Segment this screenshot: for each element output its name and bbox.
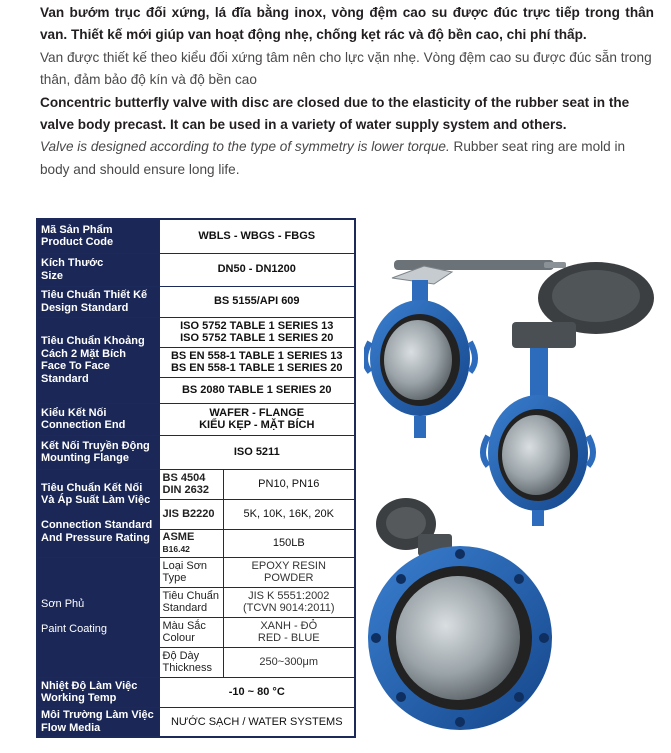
value-f2f-bsen: BS EN 558-1 TABLE 1 SERIES 13 BS EN 558-1 TABLE 1 SERIES 20 xyxy=(159,347,355,377)
paint-color-label: Màu Sắc Colour xyxy=(159,617,223,647)
gear-bottom-neck xyxy=(532,510,544,526)
label-face-to-face: Tiêu Chuẩn Khoảng Cách 2 Mặt Bích Face To Face Standard xyxy=(37,317,159,403)
value-mounting: ISO 5211 xyxy=(159,435,355,469)
gear-lug-left xyxy=(483,436,488,466)
en-light-sentence: Rubber seat ring are mold in body and should ensure long life. xyxy=(40,139,626,177)
gear-valve xyxy=(483,262,654,526)
label-temp: Nhiệt Độ Làm Việc Working Temp xyxy=(37,677,159,707)
value-paint-thickness: 250~300μm xyxy=(223,647,355,677)
row-media xyxy=(37,707,355,737)
intro-text xyxy=(40,2,654,181)
flange-disc xyxy=(396,576,520,700)
label-paint: Sơn Phủ Paint Coating xyxy=(37,557,159,677)
value-f2f-iso: ISO 5752 TABLE 1 SERIES 13 ISO 5752 TABLE 1 SERIES 20 xyxy=(159,317,355,347)
gear-neck xyxy=(530,348,548,398)
value-pn: PN10, PN16 xyxy=(223,469,355,499)
value-size: DN50 - DN1200 xyxy=(159,253,355,286)
lever-lug-left xyxy=(365,342,370,372)
value-connection-end: WAFER - FLANGE KIỂU KẸP - MẶT BÍCH xyxy=(159,403,355,435)
gear-disc xyxy=(502,415,570,495)
label-product-code: Mã Sản Phẩm Product Code xyxy=(37,219,159,253)
lever-disc xyxy=(384,320,452,400)
paint-std-label: Tiêu Chuẩn Standard xyxy=(159,587,223,617)
std-bs4504: BS 4504 DIN 2632 xyxy=(159,469,223,499)
en-bold-paragraph: Concentric butterfly valve with disc are closed due to the elasticity of the rubber seat in the valve body precast. It can be used in a variety of water supply system and others. xyxy=(40,94,630,133)
row-mounting xyxy=(37,435,355,469)
gear-handwheel-inner xyxy=(552,270,640,322)
label-mounting: Kết Nối Truyền Động Mounting Flange xyxy=(37,435,159,469)
lever-bottom-neck xyxy=(414,416,426,438)
row-paint-type xyxy=(37,557,355,587)
gear-lug-right xyxy=(588,436,593,466)
value-paint-color: XANH - ĐỎ RED - BLUE xyxy=(223,617,355,647)
paint-type-label: Loại Sơn Type xyxy=(159,557,223,587)
value-f2f-bs2080: BS 2080 TABLE 1 SERIES 20 xyxy=(159,377,355,403)
spec-table xyxy=(36,218,356,738)
valve-photos xyxy=(364,238,664,748)
row-connection-end xyxy=(37,403,355,435)
label-pressure: Tiêu Chuẩn Kết Nối Và Áp Suất Làm Việc Connection Standard And Pressure Rating xyxy=(37,469,159,557)
valve-illustration xyxy=(364,238,664,748)
value-jis: 5K, 10K, 16K, 20K xyxy=(223,499,355,529)
vi-light-paragraph: Van được thiết kế theo kiểu đối xứng tâm nên cho lực vặn nhẹ. Vòng đệm cao su được đúc sẵn trong thân, đảm bảo độ kín và độ bền cao xyxy=(40,49,652,88)
label-media: Môi Trường Làm Việc Flow Media xyxy=(37,707,159,737)
value-media: NƯỚC SẠCH / WATER SYSTEMS xyxy=(159,707,355,737)
label-design: Tiêu Chuẩn Thiết Kế Design Standard xyxy=(37,286,159,317)
vi-bold-paragraph: Van bướm trục đối xứng, lá đĩa bằng inox, vòng đệm cao su được đúc trực tiếp trong thân van. Thiết kế mới giúp van hoạt động nhẹ, chống kẹt rác và độ bền cao, chi phí thấp. xyxy=(40,5,654,43)
value-paint-type: EPOXY RESIN POWDER xyxy=(223,557,355,587)
lever-lug-right xyxy=(470,342,475,372)
std-jis: JIS B2220 xyxy=(159,499,223,529)
flanged-valve xyxy=(368,498,552,730)
row-f2f-1 xyxy=(37,317,355,347)
std-asme: ASME B16.42 xyxy=(159,529,223,557)
value-product-code: WBLS - WBGS - FBGS xyxy=(159,219,355,253)
label-size: Kích Thước Size xyxy=(37,253,159,286)
en-italic-sentence: Valve is designed according to the type of symmetry is lower torque. xyxy=(40,139,450,155)
value-design: BS 5155/API 609 xyxy=(159,286,355,317)
value-asme: 150LB xyxy=(223,529,355,557)
row-temp xyxy=(37,677,355,707)
row-product-code xyxy=(37,219,355,253)
row-pressure-1 xyxy=(37,469,355,499)
gear-box xyxy=(512,322,576,348)
label-connection-end: Kiểu Kết Nối Connection End xyxy=(37,403,159,435)
paint-thickness-label: Độ Dày Thickness xyxy=(159,647,223,677)
value-temp: -10 ~ 80 °C xyxy=(159,677,355,707)
row-design xyxy=(37,286,355,317)
row-size xyxy=(37,253,355,286)
en-light-paragraph xyxy=(40,136,654,181)
value-paint-std: JIS K 5551:2002 (TCVN 9014:2011) xyxy=(223,587,355,617)
lever-tip xyxy=(544,262,566,268)
